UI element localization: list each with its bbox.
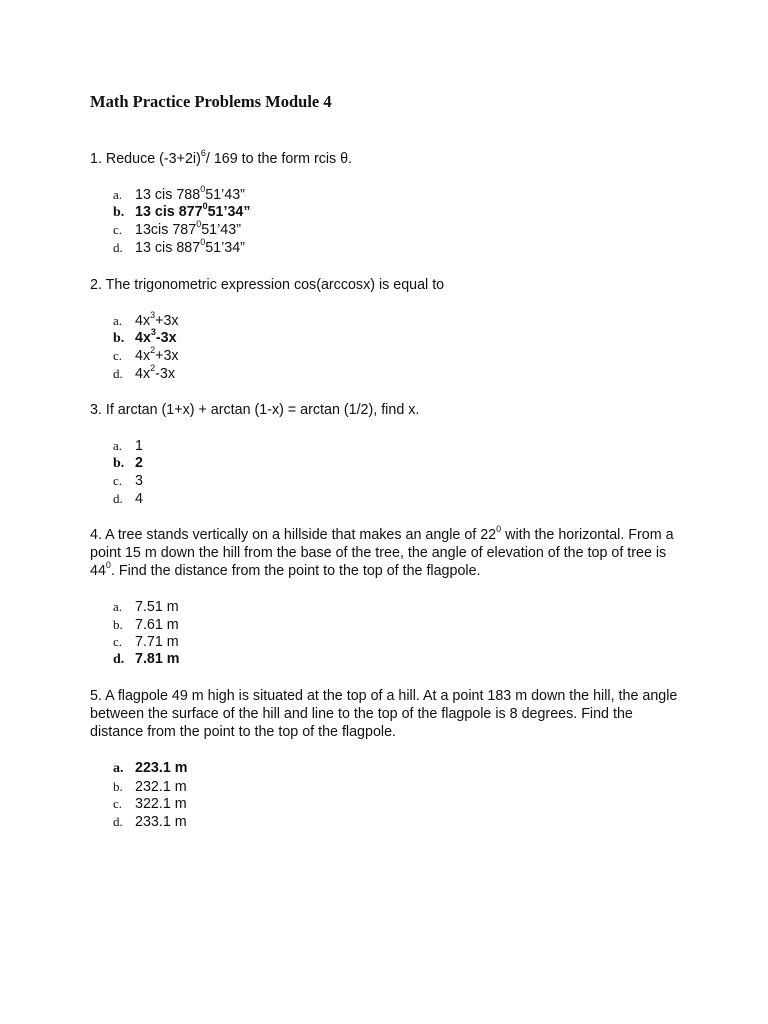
question-5 [90, 687, 680, 742]
question-text: . Find the distance from the point to the top of the flagpole. [110, 563, 481, 580]
superscript: 2 [150, 362, 156, 373]
option-a [113, 598, 180, 616]
question-3 [90, 401, 680, 419]
option-letter: c. [113, 348, 123, 364]
option-letter: d. [113, 490, 123, 506]
question-text: 4. A tree stands vertically on a hillside that makes an angle of 22 [90, 527, 497, 543]
option-a [113, 312, 179, 330]
option-text: $4x^3+3x$ [135, 310, 179, 329]
option-text: 7.51 m [135, 599, 179, 615]
superscript: 3 [150, 326, 156, 337]
option-text: 2 [135, 454, 143, 471]
option-letter: d. [113, 239, 123, 255]
question-text: / 169 to the form rcis θ. [205, 151, 353, 167]
option-d [113, 362, 179, 383]
option-c [113, 347, 179, 365]
option-b-correct [113, 200, 251, 222]
option-letter: a. [113, 761, 124, 776]
option-d [113, 490, 143, 508]
option-b [113, 616, 180, 634]
option-text: 7.81 m [135, 650, 180, 667]
options-5 [113, 760, 187, 830]
option-letter: c. [113, 473, 123, 489]
option-text: $4x^3-3x$ [135, 326, 177, 346]
option-letter: a. [113, 599, 123, 614]
option-letter: b. [113, 204, 125, 220]
option-b-correct [113, 455, 143, 473]
option-c [113, 472, 143, 490]
question-1 [90, 150, 680, 168]
question-text: 1. Reduce (-3+2i) [90, 151, 201, 167]
option-letter: d. [113, 651, 125, 667]
option-b [113, 778, 187, 796]
option-letter: b. [113, 330, 125, 346]
option-text: $4x^2-3x$ [135, 362, 175, 382]
options-1 [113, 186, 251, 256]
options-2 [113, 312, 179, 382]
option-d [113, 813, 187, 831]
options-4 [113, 598, 180, 668]
option-text: 233.1 m [135, 813, 187, 830]
option-a [113, 186, 251, 204]
question-4 [90, 526, 680, 581]
option-a-correct [113, 760, 187, 778]
question-text: with the horizontal. From a point 15 m down the hill from the base of the tree, the angle of elevation of the top of tree is 44 [90, 527, 674, 580]
question-text: 5. A flagpole 49 m high is situated at the top of a hill. At a point 183 m down the hill, the angle between the surface of the hill and line to the top of the flagpole is 8 degrees. Find the distance from the point to the top of the flagpole. [90, 688, 678, 741]
superscript: 6 [200, 148, 206, 158]
superscript: 0 [200, 236, 206, 247]
option-letter: d. [113, 365, 123, 381]
option-text: 13 cis $788^051’43$” [135, 184, 245, 203]
question-2 [90, 276, 680, 294]
superscript: 0 [200, 184, 206, 194]
option-letter: b. [113, 616, 123, 632]
option-text: 3 [135, 473, 143, 490]
page-title: Math Practice Problems Module 4 [90, 92, 332, 111]
option-c [113, 221, 251, 239]
option-d [113, 236, 251, 257]
option-text: 232.1 m [135, 778, 187, 795]
option-c [113, 633, 180, 651]
superscript: 0 [202, 200, 208, 211]
question-text: 2. The trigonometric expression cos(arccosx) is equal to [90, 277, 445, 293]
option-b-correct [113, 326, 179, 348]
option-text: 13 cis $887^051’34$” [135, 236, 245, 256]
options-3 [113, 437, 143, 507]
superscript: 3 [150, 310, 156, 320]
option-text: $4x^2+3x$ [135, 345, 179, 365]
option-letter: a. [113, 313, 123, 328]
option-text: 4 [135, 490, 143, 507]
option-a [113, 437, 143, 455]
superscript: 2 [150, 345, 156, 356]
option-letter: a. [113, 187, 123, 202]
option-letter: c. [113, 222, 123, 238]
option-letter: c. [113, 796, 123, 812]
question-text: 3. If arctan (1+x) + arctan (1-x) = arctan (1/2), find x. [90, 402, 420, 418]
option-text: 223.1 m [135, 760, 188, 776]
option-text: 1 [135, 438, 143, 454]
superscript: 0 [196, 219, 202, 230]
option-letter: c. [113, 634, 123, 650]
option-c [113, 795, 187, 813]
option-text: 13cis $787^051’43$” [135, 219, 241, 239]
option-text: 322.1 m [135, 796, 187, 813]
option-letter: a. [113, 438, 123, 453]
superscript: 0 [496, 524, 502, 534]
option-letter: d. [113, 813, 123, 829]
option-text: 7.61 m [135, 616, 179, 633]
superscript: 0 [105, 560, 111, 571]
option-text: 7.71 m [135, 634, 179, 651]
option-letter: b. [113, 778, 123, 794]
option-letter: b. [113, 455, 125, 471]
option-d-correct [113, 651, 180, 669]
option-text: 13 cis $877^051’34$” [135, 200, 251, 220]
